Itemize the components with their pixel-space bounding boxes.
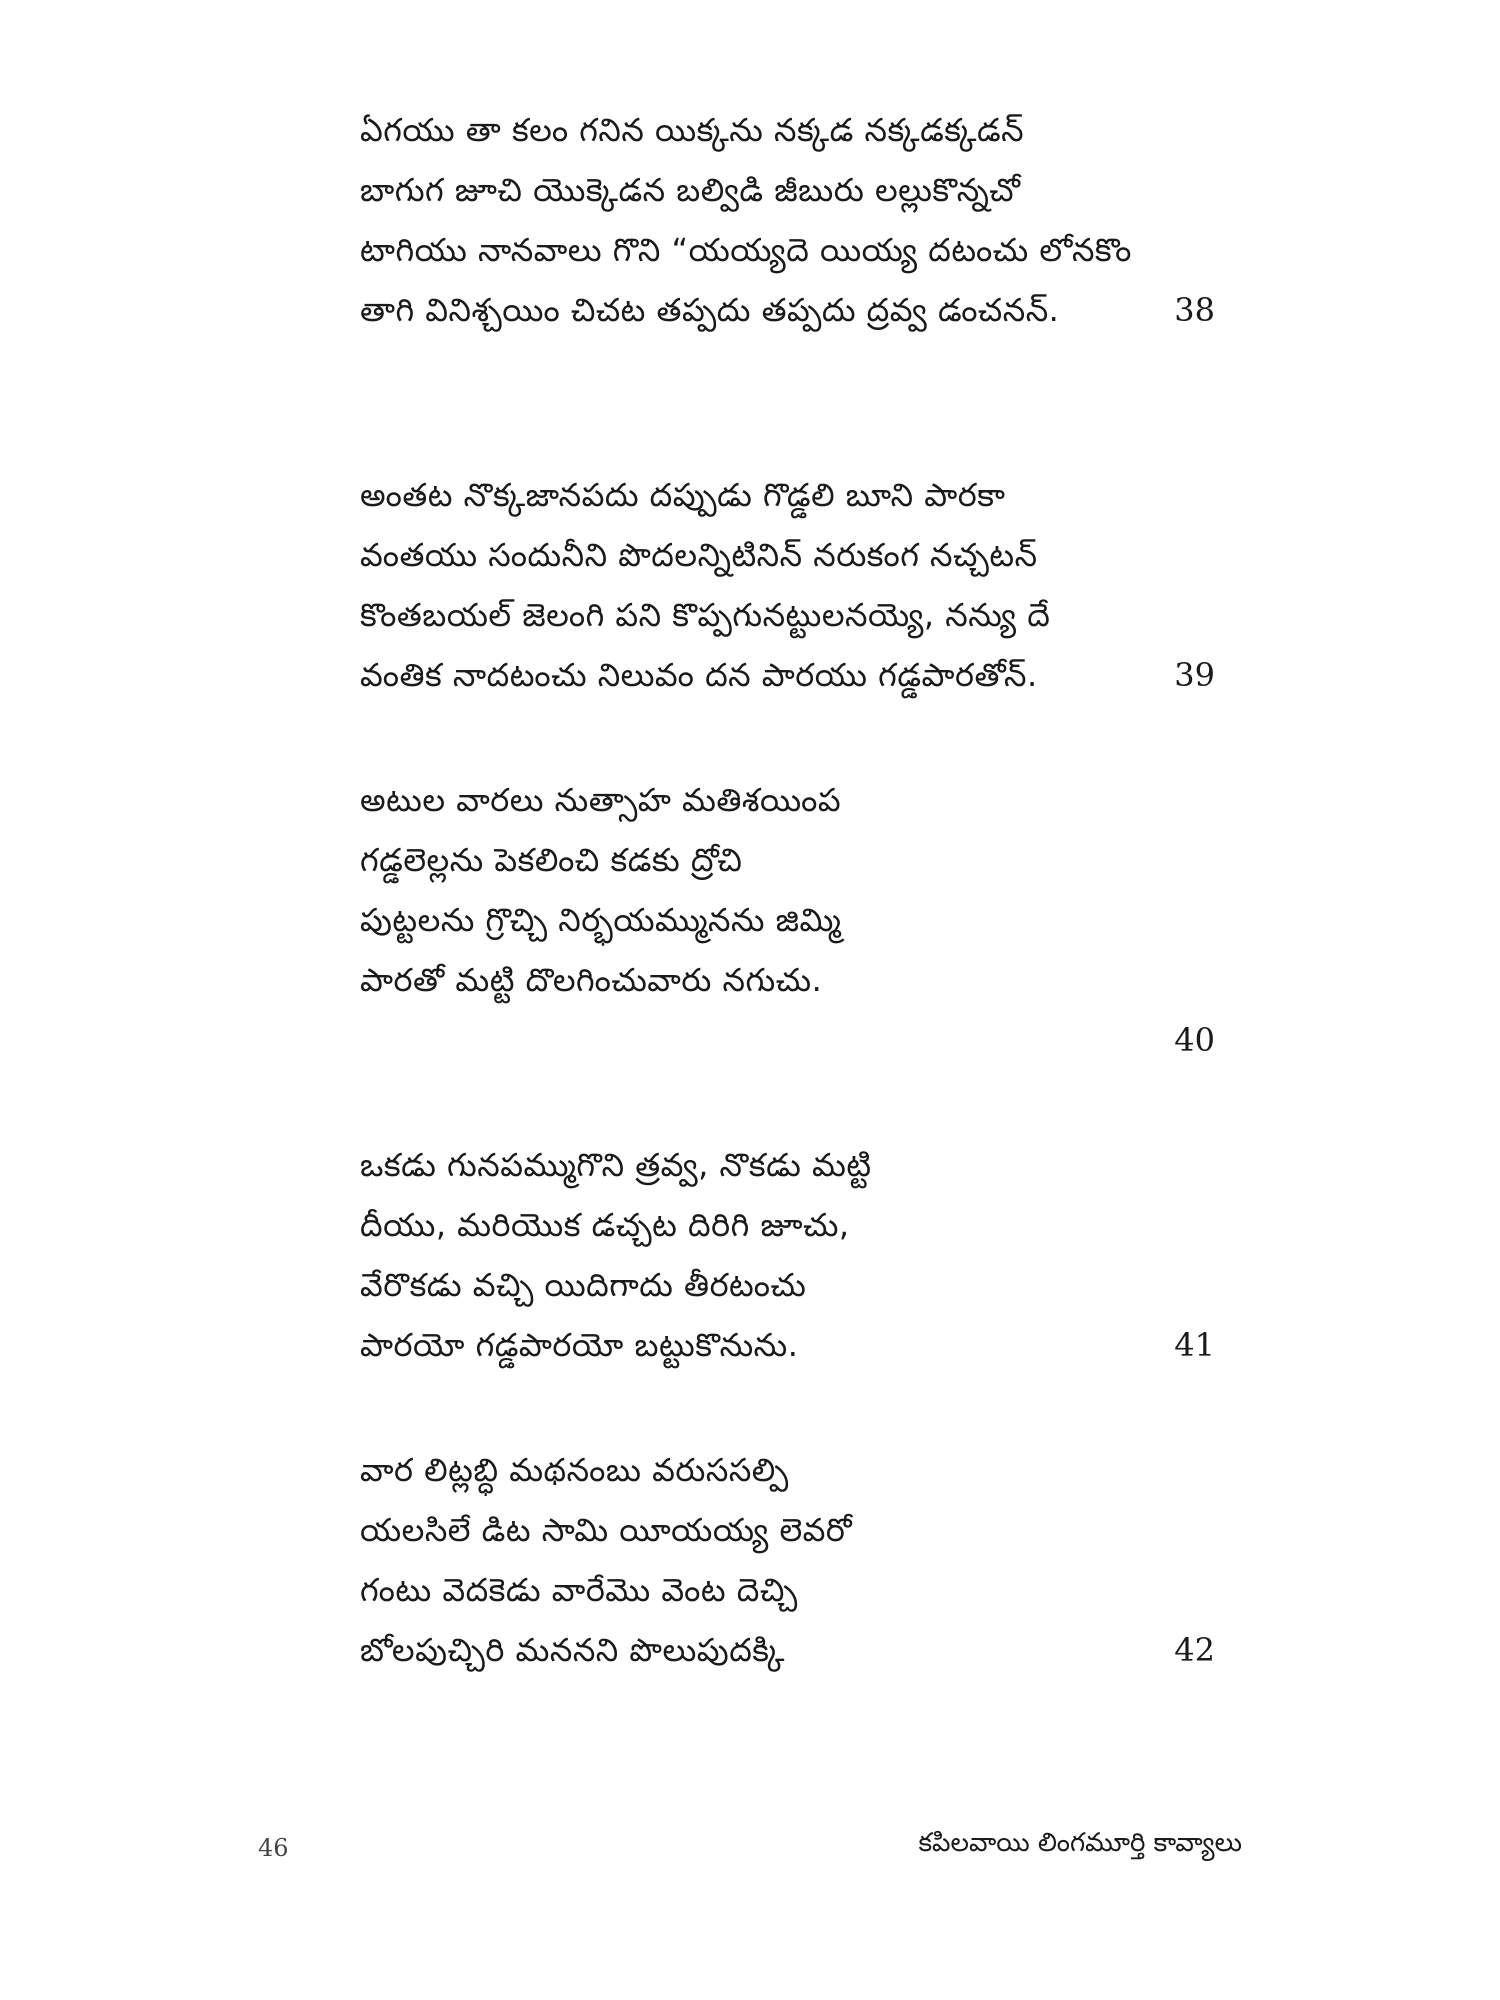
verse-42-line-4: బోలపుచ్చిరి మననని పొలుపుదక్కి <box>360 1631 785 1669</box>
verse-39-line-1: అంతట నొక్కజానపదు దప్పుడు గొడ్డలి బూని పారకా <box>360 476 1006 514</box>
verse-41-line-1: ఒకడు గునపమ్ముగొని త్రవ్వ, నొకడు మట్టి <box>360 1146 872 1184</box>
verse-38-line-3: టాగియు నానవాలు గొని “యయ్యదె యియ్య దటంచు లోనకొం <box>360 231 1132 269</box>
verse-number-38: 38 <box>1174 291 1215 329</box>
verse-number-39: 39 <box>1174 656 1215 694</box>
verse-number-42: 42 <box>1174 1631 1215 1669</box>
verse-40-line-3: పుట్టలను గ్రొచ్చి నిర్భయమ్మునను జిమ్మి <box>360 901 842 939</box>
book-title: కపిలవాయి లింగమూర్తి కావ్యాలు <box>918 1828 1242 1858</box>
verse-42-line-2: యలసిలే డిట సామి యీయయ్య లెవరో <box>360 1511 853 1549</box>
verse-41-line-4: పారయో గడ్డపారయో బట్టుకొనును. <box>360 1326 799 1364</box>
verse-39-line-3: కొంతబయల్ జెలంగి పని కొప్పగునట్టులనయ్యె, నన్యు దే <box>360 596 1051 634</box>
verse-number-40: 40 <box>1174 1021 1215 1059</box>
verse-38-line-1: ఏగయు తా కలం గనిన యిక్కను నక్కడ నక్కడక్కడన్ <box>360 111 1025 149</box>
verse-41-line-3: వేరొకడు వచ్చి యిదిగాదు తీరటంచు <box>360 1266 807 1304</box>
verse-42-line-3: గంటు వెదకెడు వారేమొ వెంట దెచ్చి <box>360 1571 798 1609</box>
verse-39-line-2: వంతయు సందునీని పొదలన్నిటినిన్ నరుకంగ నచ్చటన్ <box>360 536 1038 574</box>
verse-38-line-4: తాగి వినిశ్చయిం చిచట తప్పదు తప్పదు ద్రవ్వ డంచనన్. <box>360 291 1060 329</box>
verse-40-line-1: అటుల వారలు నుత్సాహ మతిశయింప <box>360 781 842 819</box>
verse-41-line-2: దీయు, మరియొక డచ్చట దిరిగి జూచు, <box>360 1206 850 1244</box>
page-number: 46 <box>258 1834 289 1862</box>
verse-42-line-1: వార లిట్లబ్ధి మథనంబు వరుససల్పి <box>360 1451 789 1489</box>
verse-38-line-2: బాగుగ జూచి యొక్కెడన బల్విడి జీబురు లల్లుకొన్నచో <box>360 171 1021 209</box>
verse-40-line-4: పారతో మట్టి దొలగించువారు నగుచు. <box>360 961 823 999</box>
verse-number-41: 41 <box>1174 1326 1215 1364</box>
verse-40-line-2: గడ్డలెల్లను పెకలించి కడకు ద్రోచి <box>360 841 743 879</box>
verse-39-line-4: వంతిక నాదటంచు నిలువం దన పారయు గడ్డపారతోన్. <box>360 656 1038 694</box>
